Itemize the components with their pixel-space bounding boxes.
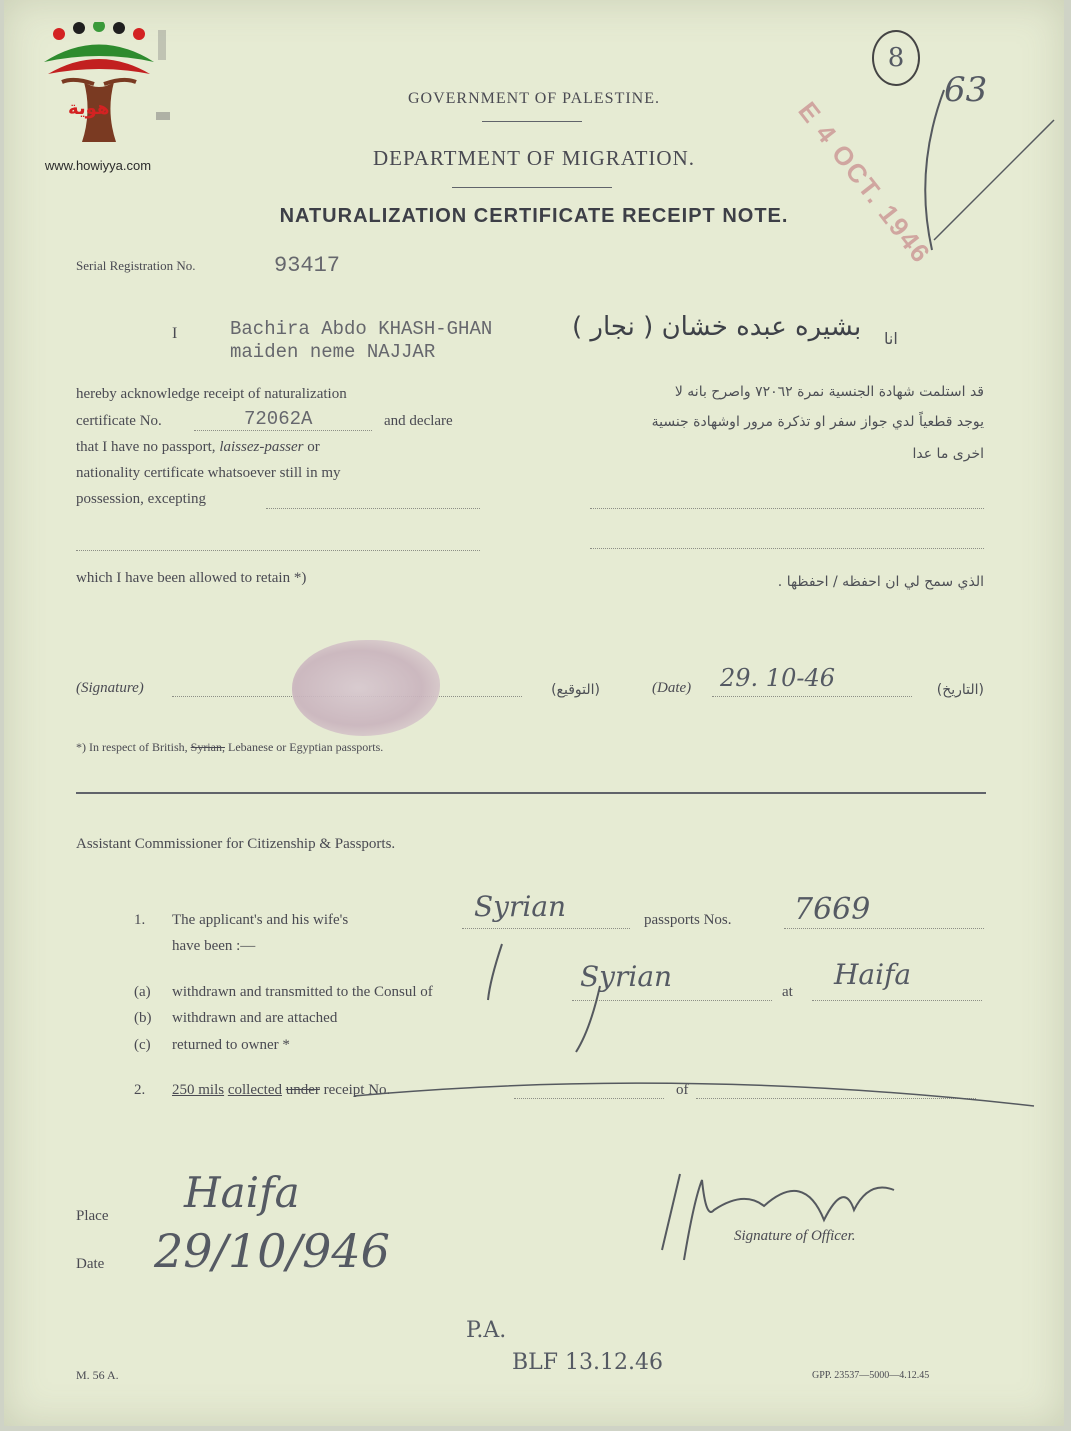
pronoun-i: I	[172, 325, 178, 342]
note-blf: BLF 13.12.46	[512, 1350, 664, 1375]
laissez-passer-text: laissez-passer	[219, 439, 304, 455]
date-dotline	[712, 696, 912, 697]
header-rule-2	[452, 187, 612, 188]
place-label: Place	[76, 1208, 109, 1224]
place-handwritten: Haifa	[184, 1168, 300, 1217]
applicant-name-arabic: بشيره عبده خشان ( نجار )	[572, 312, 862, 342]
signature-label-arabic: (التوقيع)	[551, 682, 600, 698]
footnote-suffix: Lebanese or Egyptian passports.	[227, 740, 384, 754]
footnote-prefix: *) In respect of British,	[76, 740, 188, 754]
printer-code: GPP. 23537—5000—4.12.45	[812, 1370, 930, 1381]
declaration-line3	[76, 439, 320, 456]
document-title: NATURALIZATION CERTIFICATE RECEIPT NOTE.	[279, 205, 789, 227]
declaration-line5: possession, excepting	[76, 491, 206, 507]
serial-label: Serial Registration No.	[76, 258, 196, 273]
howiyya-arabic-mark: هوية	[68, 98, 110, 119]
date-stamp: E 4 OCT. 1946	[792, 96, 938, 270]
date-label-arabic: (التاريخ)	[936, 682, 984, 698]
section-divider	[76, 792, 986, 794]
government-heading: GOVERNMENT OF PALESTINE.	[407, 90, 660, 107]
place-dotline	[812, 1000, 982, 1001]
retain-text-arabic: الذي سمح لي ان احفظه / احفظها .	[777, 574, 984, 590]
date-value: 29. 10-46	[720, 664, 835, 692]
option-b-text: withdrawn and are attached	[172, 1010, 338, 1026]
declaration-line2-b: and declare	[384, 413, 453, 429]
declaration-line3-a: that I have no passport,	[76, 439, 216, 455]
option-a-label: (a)	[134, 984, 151, 1000]
declaration-line3-b: or	[307, 439, 320, 455]
retain-text-english: which I have been allowed to retain *)	[76, 570, 307, 586]
note-pa: P.A.	[466, 1318, 507, 1343]
consul-dotline	[572, 1000, 772, 1001]
item2-collected: collected	[227, 1082, 282, 1098]
item2-of: of	[676, 1082, 689, 1098]
certificate-dotline	[194, 430, 372, 431]
applicant-name-line2: maiden neme NAJJAR	[230, 341, 436, 363]
option-a-at: at	[782, 984, 793, 1000]
declaration-line2-a: certificate No.	[76, 413, 162, 429]
arabic-dotline-1	[590, 508, 984, 509]
excepting-dotline	[266, 508, 480, 509]
office-heading: Assistant Commissioner for Citizenship & Passports.	[76, 836, 396, 852]
thumbprint	[292, 640, 440, 736]
signature-label: (Signature)	[76, 680, 144, 696]
option-c-label: (c)	[134, 1037, 151, 1053]
footnote	[76, 740, 383, 755]
consul-place-handwritten: Haifa	[834, 958, 912, 991]
arabic-declaration-line2: يوجد قطعياً لدي جواز سفر او تذكرة مرور اوشهادة جنسية	[651, 414, 984, 430]
date-bottom-label: Date	[76, 1256, 105, 1272]
paper-speck	[158, 30, 166, 60]
item1-handwritten-nationality: Syrian	[474, 890, 567, 923]
date-label: (Date)	[652, 680, 692, 696]
item1-text-c: have been :—	[172, 938, 256, 954]
option-a-text: withdrawn and transmitted to the Consul of	[172, 984, 433, 1000]
excepting-dotline-2	[76, 550, 480, 551]
certificate-number: 72062A	[244, 408, 313, 430]
corner-pen-stroke	[904, 60, 1064, 260]
item1-text-a: The applicant's and his wife's	[172, 912, 349, 928]
item2-number: 2.	[134, 1082, 146, 1098]
consul-handwritten: Syrian	[580, 960, 673, 993]
document-page	[4, 0, 1064, 1426]
header-rule-1	[482, 121, 582, 122]
footnote-struck: Syrian,	[190, 740, 225, 754]
arabic-pronoun: انا	[884, 329, 898, 348]
passport-dotline	[784, 928, 984, 929]
circled-number-text: 8	[887, 43, 905, 73]
arabic-dotline-2	[590, 548, 984, 549]
arabic-declaration-line1: قد استلمت شهادة الجنسية نمرة ٧٢٠٦٢ واصرح بانه لا	[674, 384, 984, 400]
officer-signature-scrawl	[654, 1160, 934, 1270]
arabic-declaration-line3: اخرى ما عدا	[912, 446, 984, 462]
department-heading: DEPARTMENT OF MIGRATION.	[372, 146, 696, 170]
passport-number: 7669	[794, 892, 871, 927]
declaration-line4: nationality certificate whatsoever still in my	[76, 465, 341, 481]
date-bottom-handwritten: 29/10/946	[154, 1224, 390, 1278]
form-code: M. 56 A.	[76, 1368, 119, 1382]
option-b-label: (b)	[134, 1010, 152, 1026]
item1-number: 1.	[134, 912, 146, 928]
serial-value: 93417	[274, 253, 341, 278]
corner-number: 63	[944, 70, 988, 110]
item2-amount: 250 mils	[172, 1082, 225, 1098]
paper-speck	[156, 112, 170, 120]
item2-struck: under	[285, 1082, 320, 1098]
applicant-name-line1: Bachira Abdo KHASH-GHAN	[230, 318, 493, 340]
tree-logo-icon	[34, 22, 164, 152]
item2-pen-underline	[344, 1066, 1044, 1116]
howiyya-website: www.howiyya.com	[44, 158, 152, 173]
officer-signature-label: Signature of Officer.	[734, 1228, 856, 1244]
declaration-line1: hereby acknowledge receipt of naturalization	[76, 386, 347, 402]
item1-text-b: passports Nos.	[644, 912, 732, 928]
item2-receipt: receipt No.	[323, 1082, 391, 1098]
option-c-text: returned to owner *	[172, 1037, 290, 1053]
item1-dotline	[462, 928, 630, 929]
